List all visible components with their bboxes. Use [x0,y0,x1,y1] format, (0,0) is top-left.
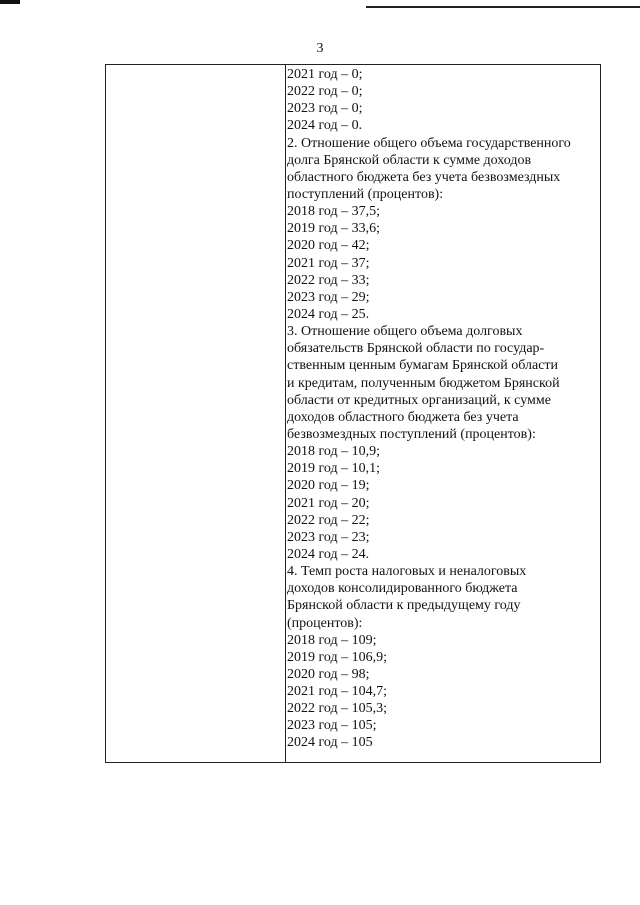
text-line: 2020 год – 42; [287,238,370,254]
text-line: 2024 год – 0. [287,118,363,134]
text-line: обязательств Брянской области по государ- [287,341,545,357]
text-line: поступлений (процентов): [287,186,444,202]
text-line: 2018 год – 10,9; [287,444,381,460]
text-line: 2023 год – 23; [287,529,370,545]
page-number: 3 [316,41,324,56]
scan-edge-mark [0,0,20,4]
text-line: 2020 год – 19; [287,478,370,494]
text-line: 3. Отношение общего объема долговых [287,324,523,340]
text-line: 2021 год – 104,7; [287,684,388,700]
text-line: 4. Темп роста налоговых и неналоговых [287,564,527,580]
text-line: 2024 год – 105 [287,735,373,751]
text-line: 2022 год – 22; [287,512,370,528]
text-line: 2024 год – 25. [287,306,370,322]
text-line: 2023 год – 29; [287,289,370,305]
text-line: 2018 год – 37,5; [287,204,381,220]
table-right-cell [287,65,599,752]
text-line: 2023 год – 0; [287,101,363,117]
text-line: (процентов): [287,615,363,631]
text-line: 2018 год – 109; [287,632,377,648]
text-line: 2019 год – 106,9; [287,649,388,665]
text-line: ственным ценным бумагам Брянской области [287,358,559,374]
text-line: и кредитам, полученным бюджетом Брянской [287,375,560,391]
text-line: 2019 год – 10,1; [287,461,381,477]
table-left-cell [106,65,285,762]
text-line: 2024 год – 24. [287,546,370,562]
text-line: доходов областного бюджета без учета [287,409,519,425]
text-line: безвозмездных поступлений (процентов): [287,426,536,442]
text-line: 2020 год – 98; [287,666,370,682]
table-column-divider [285,65,286,762]
text-line: области от кредитных организаций, к сумме [287,392,551,408]
text-line: долга Брянской области к сумме доходов [287,152,532,168]
text-line: 2021 год – 20; [287,495,370,511]
text-line: 2022 год – 33; [287,272,370,288]
text-line: 2019 год – 33,6; [287,221,381,237]
document-table [105,64,601,763]
text-line: Брянской области к предыдущему году [287,598,521,614]
text-line: 2022 год – 0; [287,84,363,100]
text-line: 2021 год – 0; [287,67,363,82]
text-line: 2023 год – 105; [287,718,377,734]
text-line: доходов консолидированного бюджета [287,581,518,597]
text-line: 2. Отношение общего объема государственного [287,135,571,151]
text-line: 2021 год – 37; [287,255,370,271]
text-line: областного бюджета без учета безвозмездных [287,169,561,185]
scan-top-line [366,6,640,8]
text-line: 2022 год – 105,3; [287,701,388,717]
